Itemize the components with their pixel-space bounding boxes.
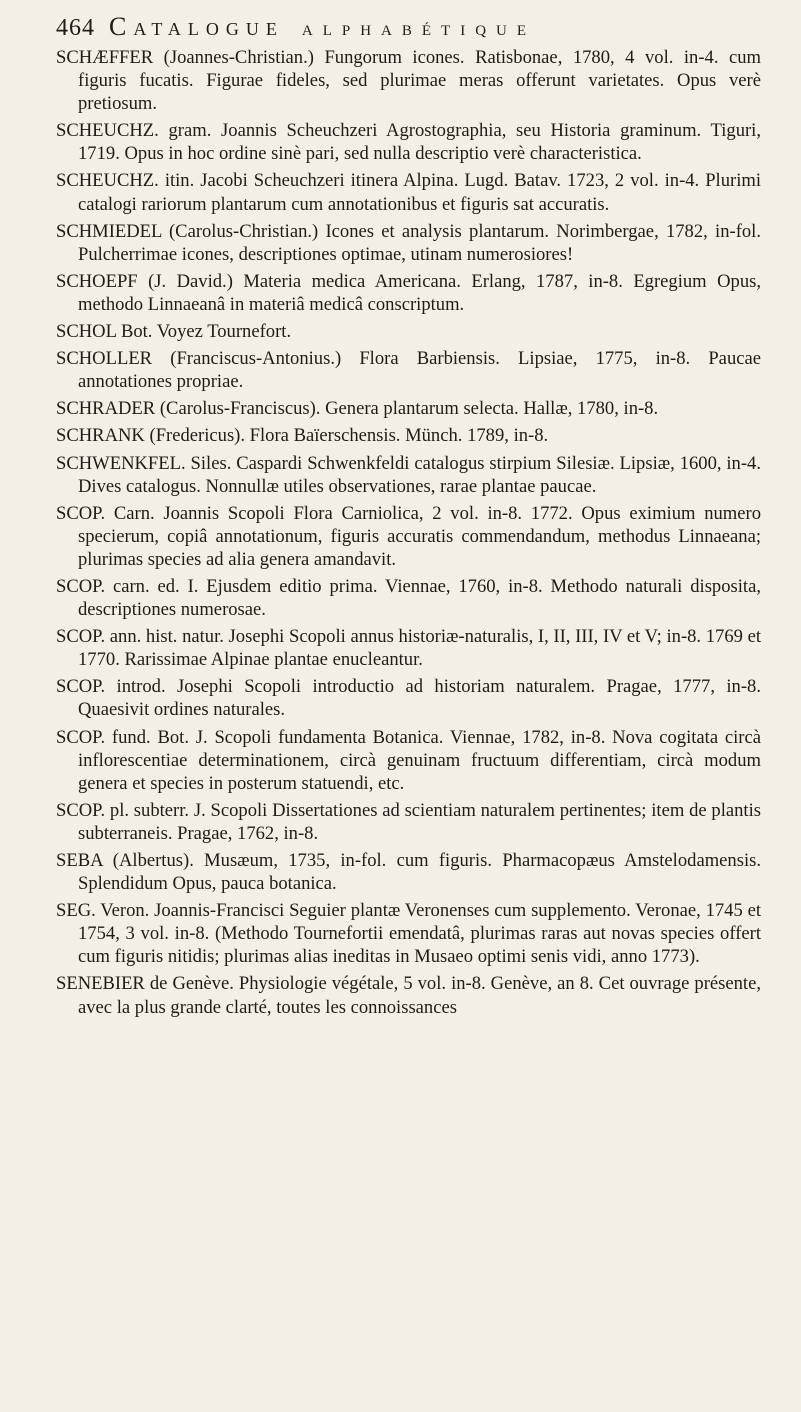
entry-text: ann. hist. natur. Josephi Scopoli annus historiæ-naturalis, I, II, III, IV et V; in-8. 1769 et 1770. Rarissimae Alpinae plantae enucleantur. [78,626,761,671]
entry-headword: SCHRANK [56,425,145,447]
entry-text: (Albertus). Musæum, 1735, in-fol. cum figuris. Pharmacopæus Amstelodamensis. Splendidum Opus, pauca botanica. [78,850,761,895]
running-head-word-1: Catalogue [109,12,284,41]
page-number: 464 [56,15,95,41]
entry-headword: SCHWENKFEL. [56,452,186,474]
entry-headword: SCHEUCHZ. [56,170,159,192]
catalogue-entry [56,625,761,671]
catalogue-entry [56,502,761,571]
entry-text: Bot. Voyez Tournefort. [120,321,292,343]
entry-text: Veron. Joannis-Francisci Seguier plantæ Veronenses cum supplemento. Veronae, 1745 et 1754, 3 vol. in-8. (Methodo Tournefortii emendatâ, plurimas raras aut novas species offert cum figuris nitidis; plurimas alias ineditas in Musaeo optimi senis vidi, anno 1773). [78,900,762,968]
catalogue-entry [56,347,761,393]
entry-text: gram. Joannis Scheuchzeri Agrostographia, seu Historia graminum. Tiguri, 1719. Opus in hoc ordine sinè pari, sed nulla descriptio verè characteristica. [78,120,761,165]
entry-text: introd. Josephi Scopoli introductio ad historiam naturalem. Pragae, 1777, in-8. Quaesivit ordines naturales. [78,676,761,721]
entry-headword: SCOP. [56,676,106,698]
entry-headword: SENEBIER [56,973,145,995]
entry-headword: SCHOEPF [56,270,138,292]
entry-headword: SCHEUCHZ. [56,120,159,142]
catalogue-entry [56,424,761,447]
entry-headword: SCOP. [56,626,106,648]
entry-headword: SCOP. [56,575,106,597]
catalogue-entry [56,220,761,266]
catalogue-entry [56,452,761,498]
running-head-word-2: alphabétique [301,15,537,40]
entry-headword: SCOP. [56,799,106,821]
entry-text: Carn. Joannis Scopoli Flora Carniolica, 2 vol. in-8. 1772. Opus eximium numero specierum, copiâ annotationum, figuris accuratis commendandum, methodus Linnaeana; plurimas species ad alia genera amandavit. [78,502,761,570]
catalogue-entry [56,119,761,165]
catalogue-entry [56,575,761,621]
catalogue-entry [56,397,761,420]
entry-headword: SCOP. [56,502,106,524]
catalogue-entry [56,675,761,721]
entry-headword: SEG. [56,900,96,922]
entry-text: (Carolus-Franciscus). Genera plantarum selecta. Hallæ, 1780, in-8. [159,398,659,420]
catalogue-entry [56,849,761,895]
entry-text: fund. Bot. J. Scopoli fundamenta Botanica. Viennae, 1782, in-8. Nova cogitata circà inflorescentiae determinationem, circà genuinam fructuum differentiam, circà modum genera et species in posterum statuendi, etc. [78,726,761,794]
catalogue-entries [56,46,761,1019]
entry-text: Siles. Caspardi Schwenkfeldi catalogus stirpium Silesiæ. Lipsiæ, 1600, in-4. Dives catalogus. Nonnullæ utiles observationes, rarae plantae paucae. [78,452,761,497]
catalogue-entry [56,726,761,795]
entry-text: pl. subterr. J. Scopoli Dissertationes ad scientiam naturalem pertinentes; item de plantis subterraneis. Pragae, 1762, in-8. [78,799,761,844]
entry-headword: SEBA [56,850,103,871]
entry-text: (Franciscus-Antonius.) Flora Barbiensis. Lipsiae, 1775, in-8. Paucae annotationes propriae. [78,348,761,393]
catalogue-entry [56,169,761,215]
running-head [56,12,761,42]
catalogue-entry [56,799,761,845]
entry-text: (Joannes-Christian.) Fungorum icones. Ratisbonae, 1780, 4 vol. in-4. cum figuris fucatis. Figurae fideles, sed plurimae meras offerunt varietates. Opus verè pretiosum. [78,47,761,115]
catalogue-entry [56,46,761,115]
entry-headword: SCHRADER [56,398,156,420]
catalogue-entry [56,899,761,968]
entry-text: itin. Jacobi Scheuchzeri itinera Alpina. Lugd. Batav. 1723, 2 vol. in-4. Plurimi catalogi rariorum plantarum cum annotationibus et figuris sat accuratis. [78,170,761,215]
entry-headword: SCHOL [56,321,117,343]
entry-headword: SCHMIEDEL [56,220,162,242]
entry-text: de Genève. Physiologie végétale, 5 vol. in-8. Genève, an 8. Cet ouvrage présente, avec la plus grande clarté, toutes les connoissances [78,973,762,1018]
entry-text: (Fredericus). Flora Baïerschensis. Münch. 1789, in-8. [149,425,549,447]
entry-headword: SCHOLLER [56,348,153,370]
entry-text: (J. David.) Materia medica Americana. Erlang, 1787, in-8. Egregium Opus, methodo Linnaeanâ in materiâ medicâ conscriptum. [78,270,761,315]
catalogue-entry [56,270,761,316]
entry-headword: SCHÆFFER [56,47,154,68]
catalogue-entry [56,320,761,343]
catalogue-entry [56,972,761,1018]
entry-text: carn. ed. I. Ejusdem editio prima. Viennae, 1760, in-8. Methodo naturali disposita, descriptiones numerosae. [78,575,761,621]
entry-headword: SCOP. [56,726,106,748]
entry-text: (Carolus-Christian.) Icones et analysis plantarum. Norimbergae, 1782, in-fol. Pulcherrimae icones, descriptiones optimae, utinam numerosiores! [78,220,761,265]
